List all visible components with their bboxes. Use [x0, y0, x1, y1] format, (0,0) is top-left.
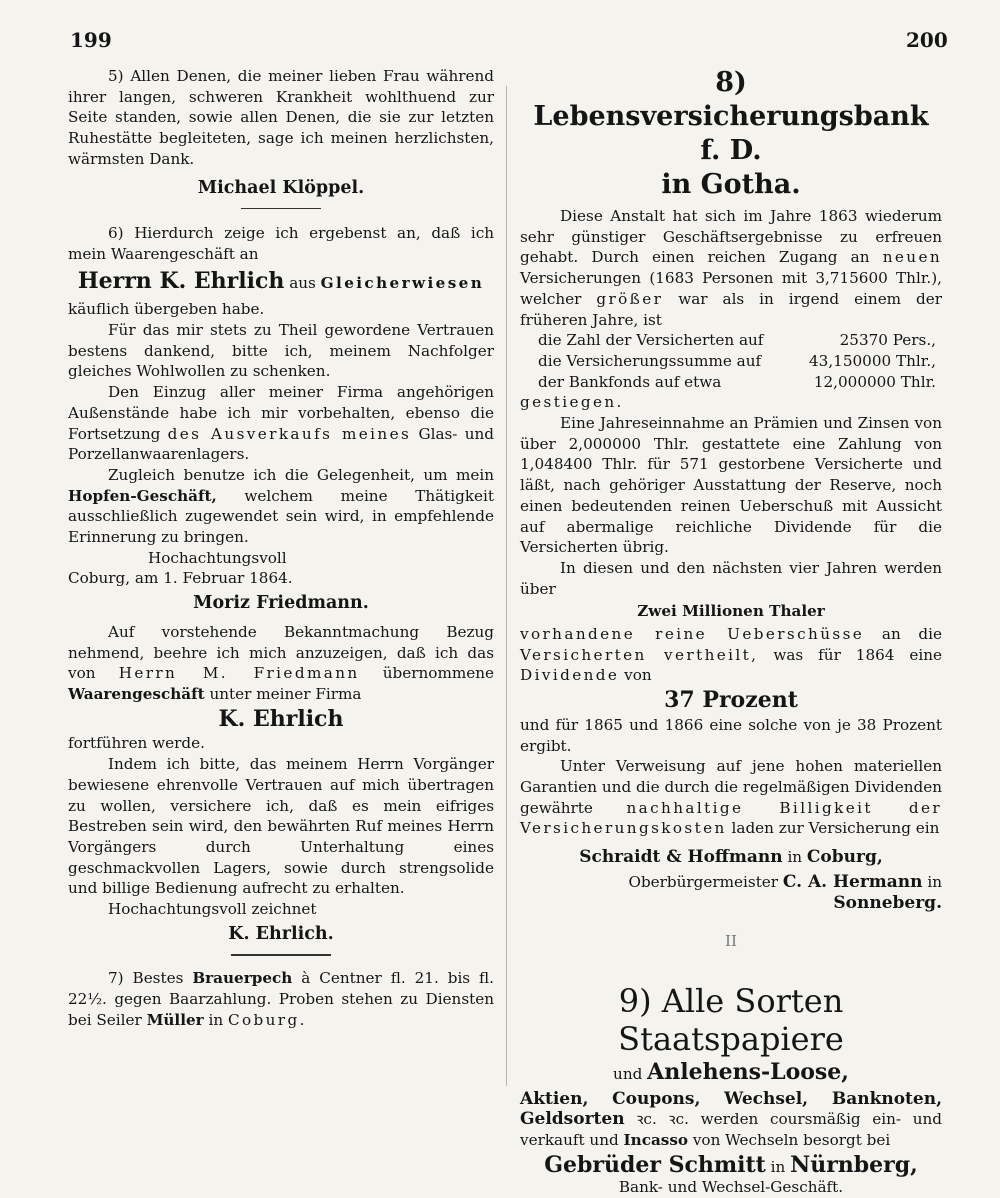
- ad-9-line-2: und Anlehens-Loose,: [613, 1058, 849, 1085]
- ad-6b-firm: K. Ehrlich: [218, 705, 344, 732]
- ad-6-paragraph-4: Zugleich benutze ich die Gelegenheit, um mein Hopfen-Geschäft, welchem meine Thätigkeit ausschließlich zugewendet sein wird, in empfehlende Erinnerung zu bringen.: [68, 465, 494, 547]
- ad-6-greeting: Hochachtungsvoll: [148, 548, 287, 567]
- ad-8-stats-after: gestiegen.: [520, 393, 624, 412]
- right-column: [520, 66, 942, 1198]
- separator-rule: [231, 954, 331, 956]
- ad-6b-paragraph-3: Indem ich bitte, das meinem Herrn Vorgänger bewiesene ehrenvolle Vertrauen auf mich übertragen zu wollen, versichere ich, daß es mein eifriges Bestreben sein wird, den bewährten Ruf meines Herrn Vorgängers durch Unterhaltung eines geschmackvollen Lagers, sowie durch strengsolide und billige Bedienung aufrecht zu erhalten.: [68, 755, 494, 898]
- ad-9-title: 9) Alle Sorten Staatspapiere: [618, 981, 844, 1058]
- ad-5: [68, 66, 494, 209]
- ad-6-buyer-from: aus: [289, 273, 316, 292]
- ad-6: [68, 223, 494, 614]
- ad-8-paragraph-2: Eine Jahreseinnahme an Prämien und Zinsen von über 2,000000 Thlr. gestattete eine Zahlung von 1,048400 Thlr. für 571 gestorbene Versicherte und läßt, nach gehöriger Ausstattung der Reserve, noch einen bedeutenden reinen Ueberschuß mit Aussicht auf abermalige reichliche Dividende für die Versicherten übrig.: [520, 414, 942, 557]
- page-number-left: 199: [70, 28, 112, 52]
- ad-6-buyer-place: Gleicherwiesen: [320, 273, 485, 292]
- ad-8-agent-1: Schraidt & Hoffmann in Coburg,: [579, 847, 883, 868]
- ad-6-date-line: Coburg, am 1. Februar 1864.: [68, 569, 293, 588]
- ad-6b: [68, 622, 494, 957]
- ad-8-paragraph-4: vorhandene reine Ueberschüsse an die Versicherten vertheilt, was für 1864 eine Dividende von: [520, 625, 943, 685]
- ad-8-stats-table: [538, 330, 936, 392]
- table-row: der Bankfonds auf etwa 12,000000 Thlr.: [538, 372, 936, 391]
- separator-rule: [241, 208, 321, 209]
- ad-8-paragraph-1: Diese Anstalt hat sich im Jahre 1863 wiederum sehr günstiger Geschäftsergebnisse zu erfreuen gehabt. Durch einen reichen Zugang an neuen Versicherungen (1683 Personen mit 3,715600 Thlr.), welcher größer war als in irgend einem der früheren Jahre, ist: [520, 207, 943, 329]
- ad-6b-paragraph-1: Auf vorstehende Bekanntmachung Bezug nehmend, beehre ich mich anzuzeigen, daß ich das von Herrn M. Friedmann übernommene Waarengeschäft unter meiner Firma: [68, 622, 495, 703]
- ad-7: [68, 968, 494, 1030]
- ad-8-paragraph-5: und für 1865 und 1866 eine solche von je 38 Prozent ergibt.: [520, 715, 942, 755]
- ad-6-signature: Moriz Friedmann.: [193, 593, 369, 614]
- ad-8-percent: 37 Prozent: [664, 687, 798, 714]
- ad-6-paragraph-3: Den Einzug aller meiner Firma angehörigen Außenstände habe ich mir vorbehalten, ebenso die Fortsetzung des Ausverkaufs meines Glas- und Porzellanwaarenlagers.: [68, 383, 494, 464]
- column-divider: [506, 86, 507, 1086]
- ad-8-title-line-2: in Gotha.: [661, 169, 801, 200]
- ad-6-buyer: Herrn K. Ehrlich: [77, 267, 285, 294]
- ad-6b-signature: K. Ehrlich.: [228, 923, 334, 944]
- ad-9: [520, 982, 942, 1198]
- ad-9-line-3: Aktien, Coupons, Wechsel, Banknoten, Geldsorten ꝛc. ꝛc. werden coursmäßig ein- und verkauft und Incasso von Wechseln besorgt bei: [520, 1088, 942, 1150]
- ad-6-paragraph-2: Für das mir stets zu Theil gewordene Vertrauen bestens dankend, bitte ich, meinem Nachfolger gleiches Wohlwollen zu schenken.: [68, 321, 494, 381]
- ad-8-paragraph-6: Unter Verweisung auf jene hohen materiellen Garantien und die durch die regelmäßigen Dividenden gewährte nachhaltige Billigkeit der Versicherungskosten laden zur Versicherung ein: [520, 757, 942, 838]
- table-row: die Versicherungssumme auf 43,150000 Thlr.,: [538, 351, 936, 370]
- page-number-right: 200: [906, 28, 948, 52]
- table-row: die Zahl der Versicherten auf 25370 Pers.,: [538, 331, 936, 350]
- ad-8-title-line-1: 8) Lebensversicherungsbank f. D.: [533, 67, 929, 166]
- ad-6b-paragraph-2: fortführen werde.: [68, 734, 205, 753]
- ad-7-text: 7) Bestes Brauerpech à Centner fl. 21. bis fl. 22½. gegen Baarzahlung. Proben stehen zu Diensten bei Seiler Müller in Coburg.: [68, 969, 495, 1029]
- ad-5-signature: Michael Klöppel.: [197, 177, 365, 198]
- section-divider: II: [725, 932, 737, 951]
- ad-8-paragraph-3: In diesen und den nächsten vier Jahren werden über: [520, 558, 942, 598]
- ad-6-buyer-line: [68, 267, 494, 294]
- ad-8-agent-2: Oberbürgermeister C. A. Hermann in Sonneberg.: [628, 871, 942, 913]
- ad-8: [520, 66, 942, 913]
- ad-6-intro-end: käuflich übergeben habe.: [68, 300, 265, 319]
- left-column: [68, 66, 494, 1031]
- ad-9-firm-type: Bank- und Wechsel-Geschäft.: [618, 1178, 844, 1197]
- ad-9-firm-line: Gebrüder Schmitt in Nürnberg,: [544, 1151, 918, 1178]
- ad-8-amount: Zwei Millionen Thaler: [637, 602, 825, 621]
- ad-5-text: 5) Allen Denen, die meiner lieben Frau während ihrer langen, schweren Krankheit wohlthuend zur Seite standen, sowie allen Denen, die sie zur letzten Ruhestätte begleiteten, sage ich meinen herzlichsten, wärmsten Dank.: [68, 67, 494, 168]
- ad-6-intro: 6) Hierdurch zeige ich ergebenst an, daß ich mein Waarengeschäft an: [68, 224, 494, 263]
- ad-6b-greeting: Hochachtungsvoll zeichnet: [108, 900, 317, 919]
